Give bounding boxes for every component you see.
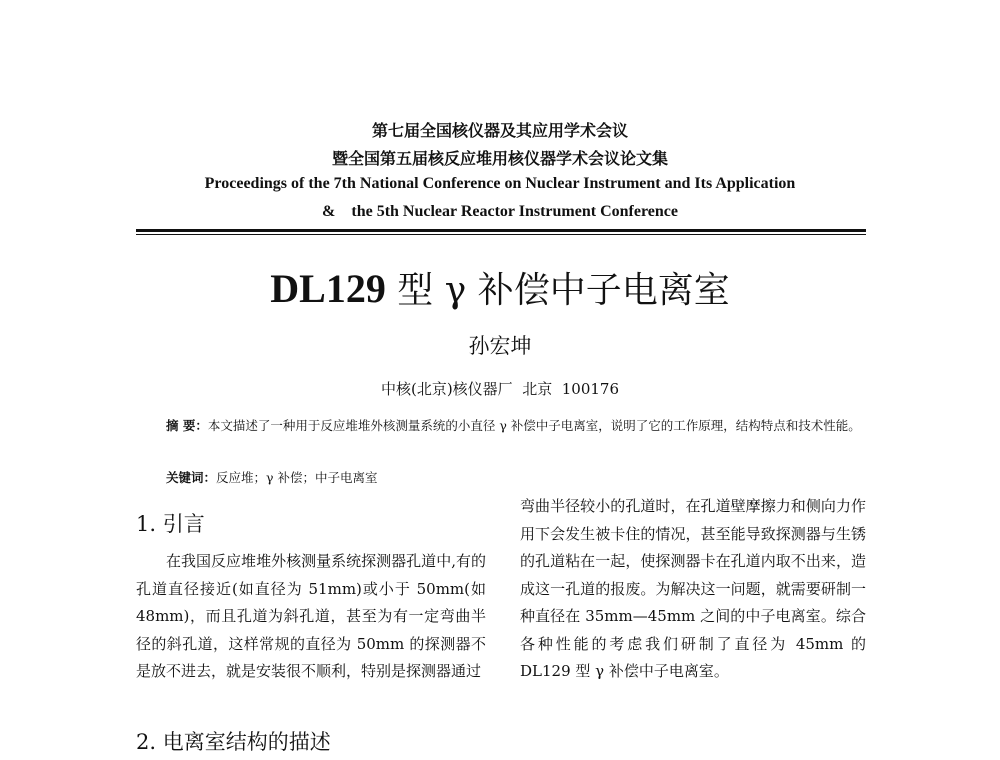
proceedings-title-en-line1: Proceedings of the 7th National Conference on Nuclear Instrument and Its Application (204, 175, 796, 192)
proceedings-title-cn-line2: 暨全国第五届核反应堆用核仪器学术会议论文集 (331, 149, 668, 168)
section-heading-structure: 2. 电离室结构的描述 (136, 730, 331, 754)
keywords (166, 468, 866, 486)
paper-title (0, 262, 1000, 313)
paper-title-model: DL129 (270, 266, 386, 311)
header-rule-thin (136, 234, 866, 235)
keywords-label: 关键词： (166, 470, 217, 485)
proceedings-title-cn-line1: 第七届全国核仪器及其应用学术会议 (371, 121, 628, 140)
section-heading-introduction: 1. 引言 (136, 512, 205, 536)
proceedings-title-en-line2: & the 5th Nuclear Reactor Instrument Conference (322, 203, 678, 220)
body-column-right: 弯曲半径较小的孔道时，在孔道壁摩擦力和侧向力作用下会发生被卡住的情况，甚至能导致探测器与生锈的孔道粘在一起，使探测器卡在孔道内取不出来，造成这一孔道的报废。为解决这一问题，就需要研制一种直径在 35mm—45mm 之间的中子电离室。综合各种性能的考虑我们研制了直径为 45mm 的 DL129 型 γ 补偿中子电离室。 (520, 497, 866, 680)
abstract-text: 本文描述了一种用于反应堆堆外核测量系统的小直径 γ 补偿中子电离室，说明了它的工作原理，结构特点和技术性能。 (207, 418, 861, 433)
header-rule-thick (136, 229, 866, 232)
abstract (136, 412, 866, 439)
keywords-text: 反应堆；γ 补偿；中子电离室 (216, 470, 378, 485)
paper-author: 孙宏坤 (468, 334, 532, 358)
abstract-label: 摘 要： (166, 418, 208, 433)
paper-affiliation: 中核(北京)核仪器厂 北京 100176 (380, 380, 620, 398)
paper-title-rest: 型 γ 补偿中子电离室 (385, 270, 730, 311)
body-column-left: 在我国反应堆堆外核测量系统探测器孔道中,有的孔道直径接近(如直径为 51mm)或小于 50mm(如 48mm)，而且孔道为斜孔道，甚至为有一定弯曲半径的斜孔道，这样常规的直径为 50mm 的探测器不是放不进去，就是安装很不顺利，特别是探测器通过 (136, 552, 486, 680)
